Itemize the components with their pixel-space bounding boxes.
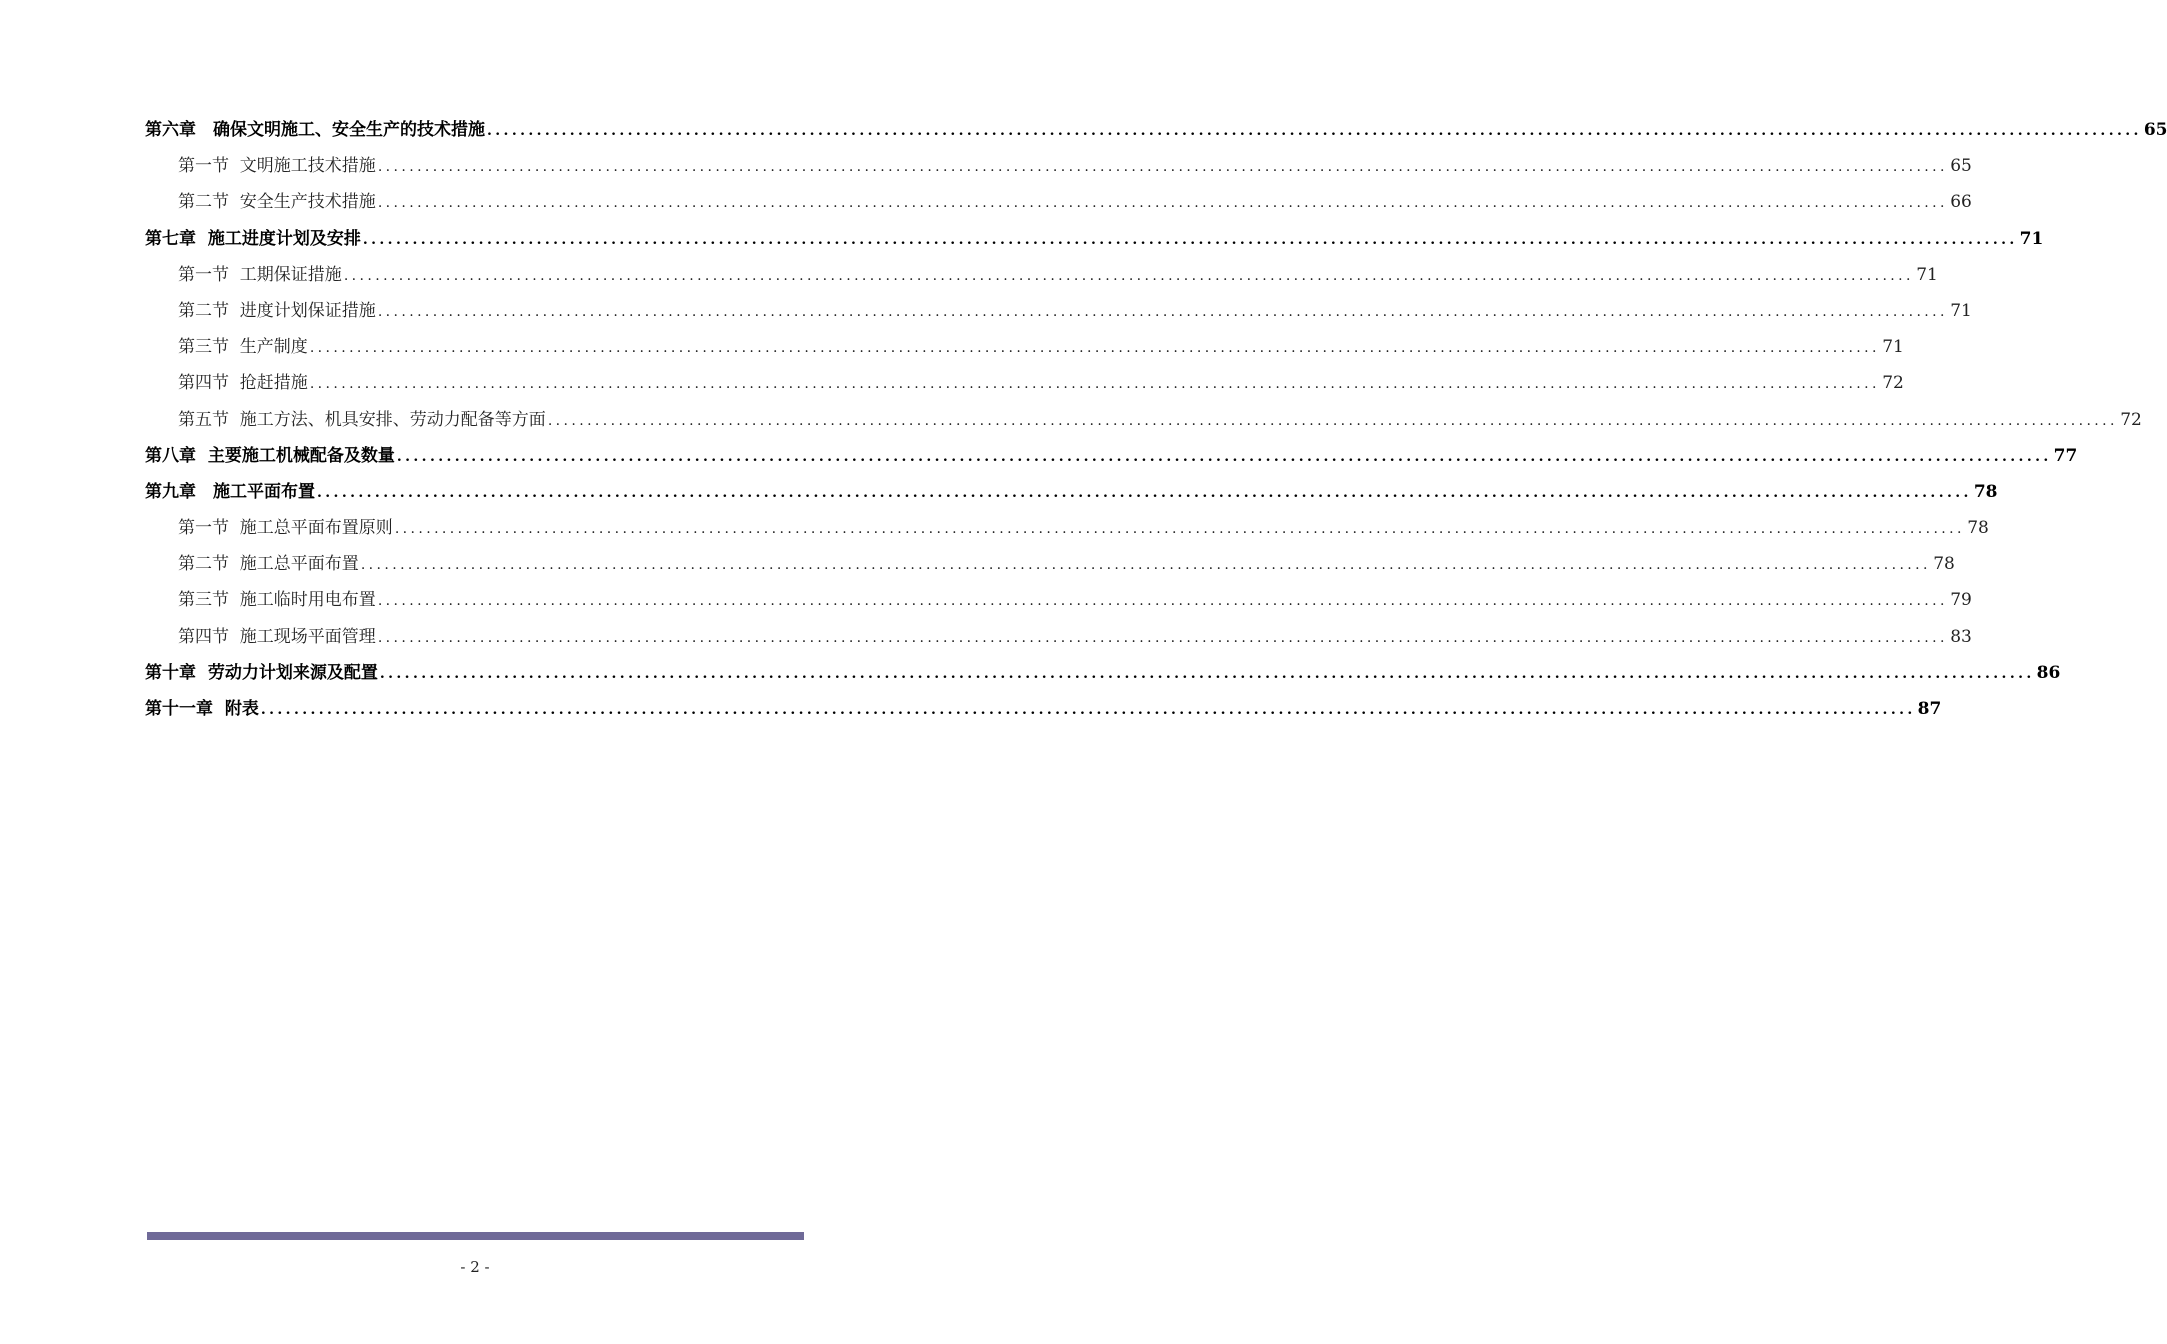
toc-dot-leader: ........................................................................................................................................................................................................ [377, 629, 1948, 646]
toc-entry-page-number: 71 [1882, 337, 1904, 358]
toc-section-entry[interactable] [145, 582, 1972, 618]
toc-entry-title: 第二节 安全生产技术措施 [178, 192, 376, 213]
toc-chapter-entry[interactable] [145, 221, 2044, 257]
toc-entry-title: 第十一章 附表 [145, 699, 259, 719]
toc-section-entry[interactable] [145, 365, 1904, 401]
table-of-contents [145, 112, 2167, 727]
toc-entry-page-number: 65 [2143, 120, 2167, 140]
toc-entry-page-number: 86 [2036, 662, 2061, 683]
toc-chapter-entry[interactable] [145, 655, 2061, 691]
toc-entry-page-number: 78 [1973, 481, 1998, 502]
toc-entry-page-number: 71 [1916, 264, 1938, 285]
toc-dot-leader: ........................................................................................................................................................................................................ [309, 376, 1880, 393]
toc-entry-title: 第二节 进度计划保证措施 [178, 300, 376, 321]
toc-entry-title: 第一节 工期保证措施 [178, 264, 342, 285]
toc-entry-title: 第三节 施工临时用电布置 [178, 590, 376, 611]
toc-dot-leader: ........................................................................................................................................................................................................ [547, 412, 2118, 429]
toc-entry-title: 第一节 施工总平面布置原则 [178, 518, 393, 539]
toc-section-entry[interactable] [145, 329, 1904, 365]
toc-dot-leader: ........................................................................................................................................................................................................ [343, 267, 1914, 284]
toc-entry-page-number: 71 [2019, 228, 2044, 249]
toc-dot-leader: ........................................................................................................................................................................................................ [360, 557, 1931, 574]
toc-dot-leader: ........................................................................................................................................................................................................ [377, 593, 1948, 610]
toc-section-entry[interactable] [145, 148, 1972, 184]
toc-section-entry[interactable] [145, 510, 1989, 546]
toc-dot-leader: ........................................................................................................................................................................................................ [317, 484, 1972, 501]
toc-dot-leader: ........................................................................................................................................................................................................ [487, 123, 2142, 139]
toc-entry-page-number: 71 [1950, 300, 1972, 321]
toc-dot-leader: ........................................................................................................................................................................................................ [379, 665, 2035, 682]
toc-chapter-entry[interactable] [145, 691, 1942, 727]
toc-dot-leader: ........................................................................................................................................................................................................ [309, 340, 1880, 357]
toc-entry-title: 第七章 施工进度计划及安排 [145, 228, 361, 249]
toc-dot-leader: ........................................................................................................................................................................................................ [377, 303, 1948, 320]
toc-section-entry[interactable] [145, 546, 1955, 582]
toc-entry-page-number: 78 [1967, 518, 1989, 539]
toc-entry-page-number: 65 [1950, 156, 1972, 177]
toc-section-entry[interactable] [145, 619, 1972, 655]
toc-entry-title: 第六章 确保文明施工、安全生产的技术措施 [145, 120, 485, 140]
toc-entry-title: 第五节 施工方法、机具安排、劳动力配备等方面 [178, 409, 546, 430]
toc-section-entry[interactable] [145, 184, 1972, 220]
toc-dot-leader: ........................................................................................................................................................................................................ [394, 521, 1965, 538]
toc-entry-page-number: 77 [2053, 445, 2078, 466]
toc-entry-page-number: 83 [1950, 626, 1972, 647]
toc-dot-leader: ........................................................................................................................................................................................................ [362, 231, 2018, 248]
footer-divider [147, 1232, 804, 1240]
toc-dot-leader: ........................................................................................................................................................................................................ [377, 159, 1948, 176]
toc-section-entry[interactable] [145, 402, 2142, 438]
toc-entry-title: 第九章 施工平面布置 [145, 481, 315, 502]
toc-entry-title: 第十章 劳动力计划来源及配置 [145, 662, 378, 683]
toc-dot-leader: ........................................................................................................................................................................................................ [260, 702, 1916, 718]
toc-entry-page-number: 72 [1882, 373, 1904, 394]
toc-entry-title: 第一节 文明施工技术措施 [178, 156, 376, 177]
toc-section-entry[interactable] [145, 257, 1938, 293]
toc-entry-title: 第四节 抢赶措施 [178, 373, 308, 394]
toc-entry-title: 第八章 主要施工机械配备及数量 [145, 445, 395, 466]
toc-dot-leader: ........................................................................................................................................................................................................ [377, 195, 1948, 212]
toc-entry-page-number: 79 [1950, 590, 1972, 611]
toc-entry-page-number: 87 [1917, 699, 1942, 719]
page-number: - 2 - [460, 1258, 490, 1276]
toc-chapter-entry[interactable] [145, 474, 1998, 510]
toc-chapter-entry[interactable] [145, 438, 2078, 474]
toc-entry-title: 第四节 施工现场平面管理 [178, 626, 376, 647]
toc-dot-leader: ........................................................................................................................................................................................................ [396, 448, 2052, 465]
toc-section-entry[interactable] [145, 293, 1972, 329]
toc-entry-title: 第二节 施工总平面布置 [178, 554, 359, 575]
toc-entry-title: 第三节 生产制度 [178, 337, 308, 358]
toc-chapter-entry[interactable] [145, 112, 2167, 148]
toc-entry-page-number: 72 [2120, 409, 2142, 430]
toc-entry-page-number: 66 [1950, 192, 1972, 213]
toc-entry-page-number: 78 [1933, 554, 1955, 575]
